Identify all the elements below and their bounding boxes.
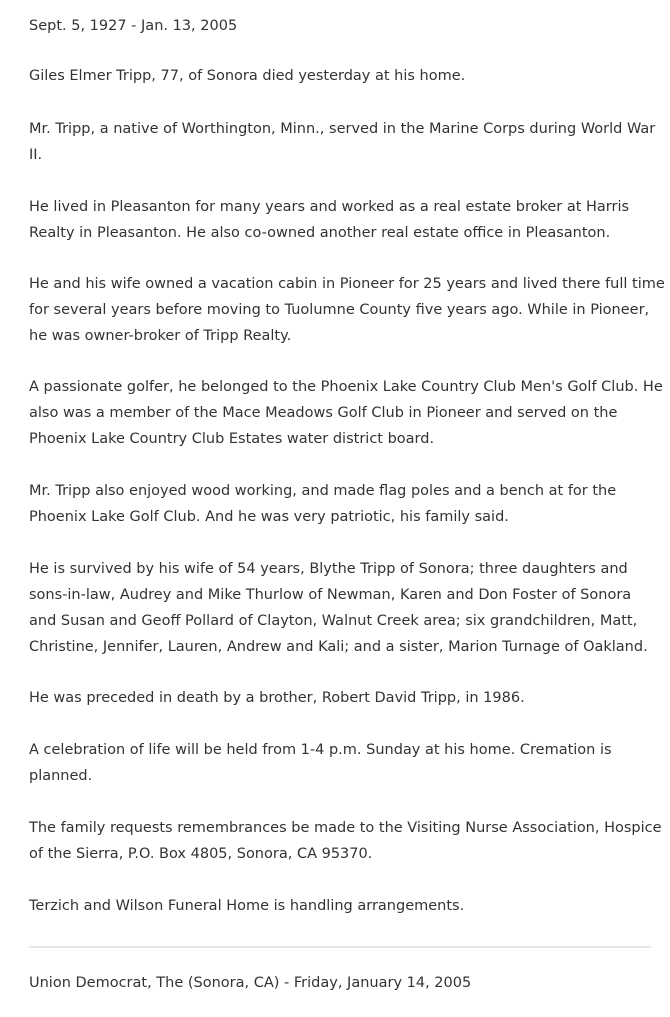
text-line: Christine, Jennifer, Lauren, Andrew and Kali; and a sister, Marion Turnage of Oakland. <box>29 639 648 655</box>
text-line: sons-in-law, Audrey and Mike Thurlow of Newman, Karen and Don Foster of Sonora <box>29 587 632 603</box>
source-citation: Union Democrat, The (Sonora, CA) - Friday, January 14, 2005 <box>29 975 472 991</box>
text-line: He was preceded in death by a brother, Robert David Tripp, in 1986. <box>29 690 525 706</box>
text-line: A celebration of life will be held from 1-4 p.m. Sunday at his home. Cremation is <box>29 742 612 758</box>
text-line: and Susan and Geoff Pollard of Clayton, Walnut Creek area; six grandchildren, Matt, <box>29 613 638 629</box>
paragraph-pioneer-cabin <box>29 271 665 349</box>
text-line: Mr. Tripp, a native of Worthington, Minn., served in the Marine Corps during World War <box>29 121 656 137</box>
paragraph-preceded-in-death <box>29 685 654 711</box>
paragraph-death-notice <box>29 63 654 89</box>
paragraph-military-service <box>29 116 654 168</box>
text-line: he was owner-broker of Tripp Realty. <box>29 328 292 344</box>
paragraph-celebration-of-life <box>29 737 654 789</box>
text-line: The family requests remembrances be made to the Visiting Nurse Association, Hospice <box>29 820 662 836</box>
text-line: Phoenix Lake Golf Club. And he was very patriotic, his family said. <box>29 509 509 525</box>
text-line: Realty in Pleasanton. He also co-owned another real estate office in Pleasanton. <box>29 225 611 241</box>
divider <box>29 946 651 948</box>
paragraph-career <box>29 194 654 246</box>
text-line: A passionate golfer, he belonged to the Phoenix Lake Country Club Men's Golf Club. He <box>29 379 663 395</box>
text-line: Phoenix Lake Country Club Estates water district board. <box>29 431 435 447</box>
text-line: Terzich and Wilson Funeral Home is handling arrangements. <box>29 898 465 914</box>
paragraph-golf <box>29 374 663 452</box>
text-line: planned. <box>29 768 93 784</box>
text-line: Giles Elmer Tripp, 77, of Sonora died yesterday at his home. <box>29 68 466 84</box>
paragraph-remembrances <box>29 815 662 867</box>
obituary-dates: Sept. 5, 1927 - Jan. 13, 2005 <box>29 18 238 34</box>
text-line: He lived in Pleasanton for many years and worked as a real estate broker at Harris <box>29 199 630 215</box>
paragraph-hobbies <box>29 478 654 530</box>
text-line: for several years before moving to Tuolumne County five years ago. While in Pioneer, <box>29 302 650 318</box>
text-line: He and his wife owned a vacation cabin in Pioneer for 25 years and lived there full time <box>29 276 665 292</box>
text-line: He is survived by his wife of 54 years, Blythe Tripp of Sonora; three daughters and <box>29 561 628 577</box>
text-line: also was a member of the Mace Meadows Golf Club in Pioneer and served on the <box>29 405 618 421</box>
text-line: Mr. Tripp also enjoyed wood working, and made flag poles and a bench at for the <box>29 483 617 499</box>
paragraph-survivors <box>29 556 654 660</box>
paragraph-arrangements <box>29 893 654 919</box>
text-line: of the Sierra, P.O. Box 4805, Sonora, CA 95370. <box>29 846 373 862</box>
text-line: II. <box>29 147 43 163</box>
